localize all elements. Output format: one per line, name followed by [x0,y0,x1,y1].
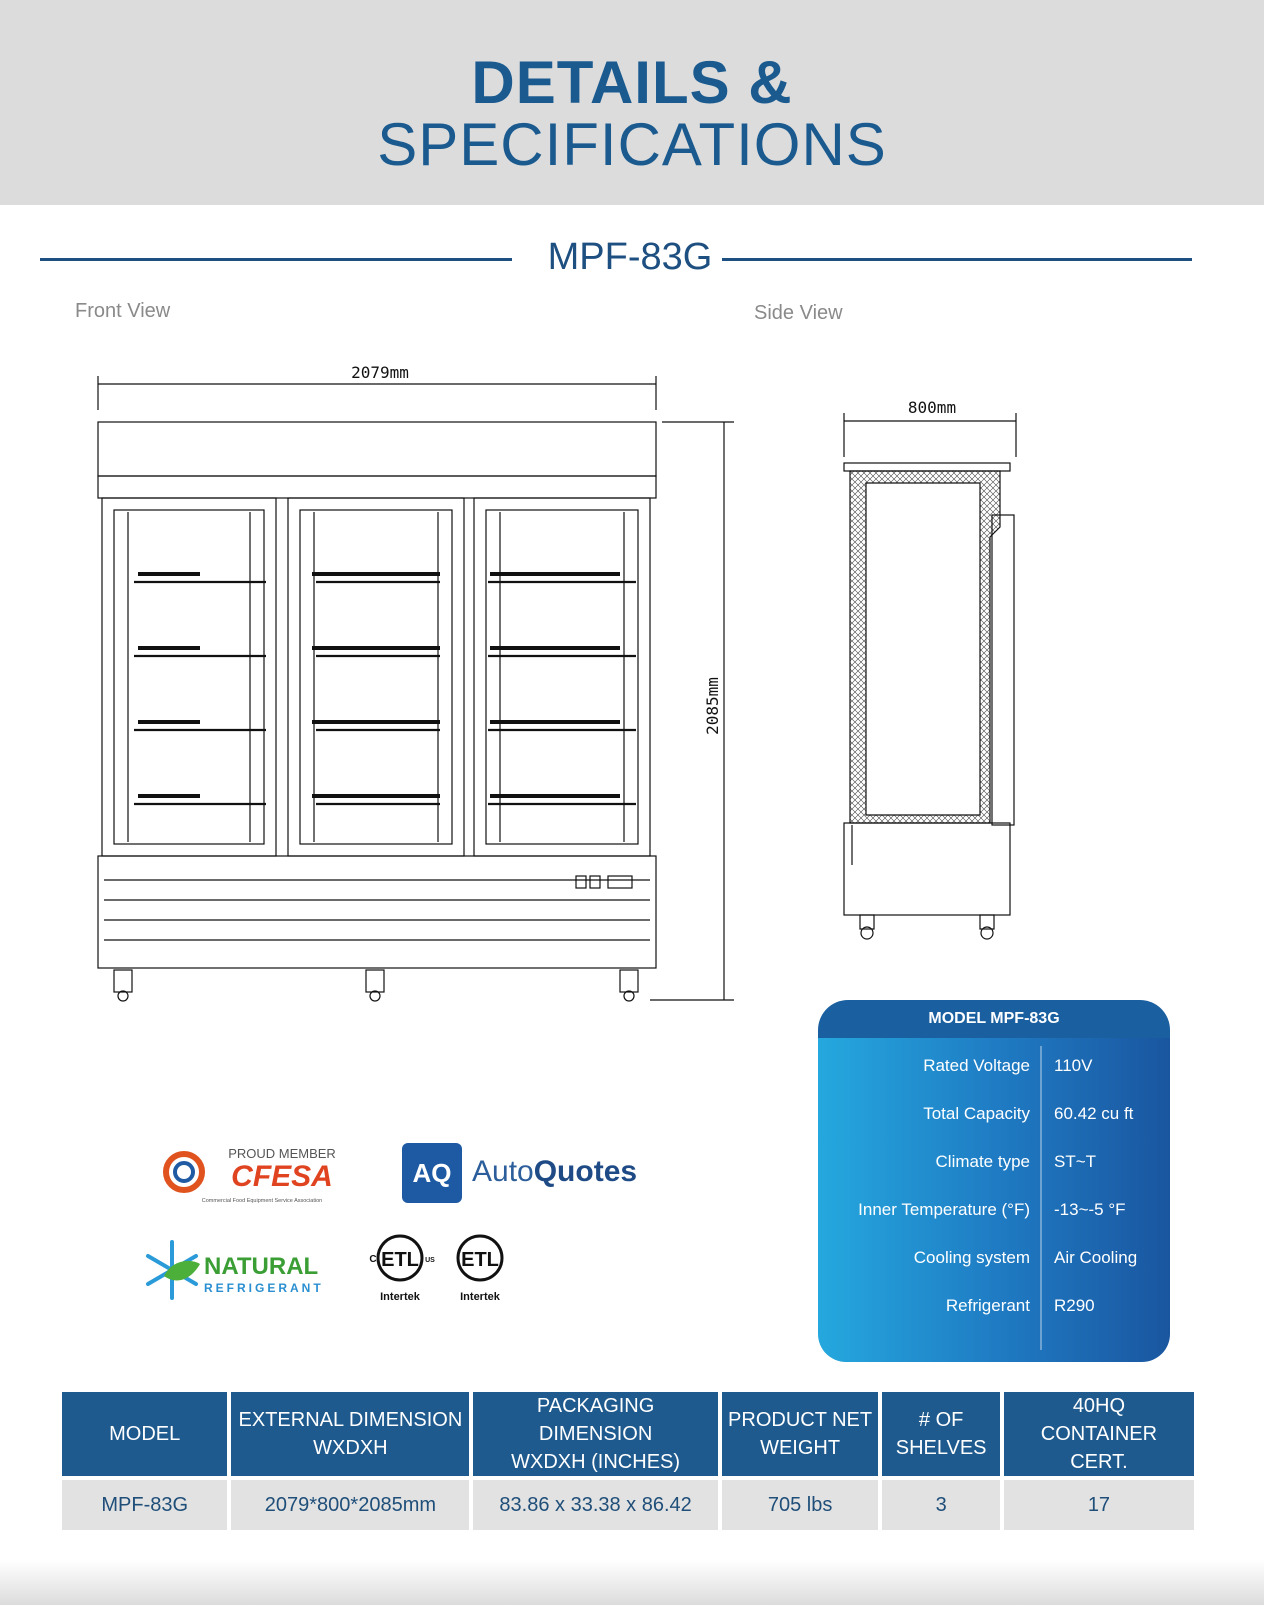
table-header-row [62,1392,1194,1476]
side-view-drawing [840,395,1040,955]
front-height-label: 2085mm [703,677,722,735]
col-header-container-cert [1004,1392,1194,1476]
col-header-shelves [882,1392,1000,1476]
aq-wordmark [472,1155,637,1189]
spec-value: 60.42 cu ft [1054,1104,1134,1123]
spec-value: R290 [1054,1296,1095,1315]
front-view-label: Front View [75,300,171,322]
spec-row-cooling [818,1248,1170,1278]
spec-value: 110V [1054,1056,1093,1075]
spec-row-capacity [818,1104,1170,1134]
etl-listed-mark [450,1232,510,1306]
cell-external-dimension: 2079*800*2085mm [231,1480,469,1530]
title-rule-left [40,258,512,261]
cell-model: MPF-83G [62,1480,227,1530]
header-line: WXDXH (INCHES) [511,1451,681,1473]
cfesa-top-text: PROUD MEMBER [228,1146,336,1161]
header-line: SHELVES [895,1437,987,1459]
cell-net-weight: 705 lbs [722,1480,879,1530]
cfesa-tagline: Commercial Food Equipment Service Association [201,1198,323,1204]
etl1-c: C [369,1254,377,1265]
header-line: CONTAINER CERT. [1040,1423,1158,1473]
front-view-drawing [90,360,740,1010]
cell-packaging-dimension: 83.86 x 33.38 x 86.42 [473,1480,717,1530]
col-header-external-dimension [231,1392,469,1476]
spec-label: Climate type [935,1152,1030,1171]
etl1-mark: ETL [381,1249,419,1271]
front-width-label: 2079mm [351,363,409,382]
spec-value: -13~-5 °F [1054,1200,1126,1219]
header-line: PACKAGING DIMENSION [536,1395,655,1445]
header-line: 40HQ [1072,1395,1126,1417]
natural-line1: NATURAL [204,1253,319,1280]
page-title-line2: SPECIFICATIONS [377,111,887,178]
spec-row-temperature [818,1200,1170,1230]
spec-label: Inner Temperature (°F) [858,1200,1030,1219]
spec-value: Air Cooling [1054,1248,1138,1267]
footer-band [0,1560,1264,1605]
spec-card-body [818,1038,1170,1362]
etl1-sub: Intertek [380,1291,420,1303]
table-row [62,1480,1194,1530]
cfesa-main-text: CFESA [231,1160,333,1193]
spec-label: Refrigerant [945,1296,1030,1315]
model-title: MPF-83G [547,236,713,278]
spec-row-refrigerant [818,1296,1170,1326]
spec-label: Rated Voltage [923,1056,1030,1075]
header-line: EXTERNAL DIMENSION [238,1409,463,1431]
specs-table [58,1388,1198,1534]
col-header-model [62,1392,227,1476]
col-header-net-weight [722,1392,879,1476]
aq-text-light: Auto [472,1155,534,1188]
spec-card-heading: MODEL MPF-83G [818,1000,1170,1038]
cell-shelves: 3 [882,1480,1000,1530]
title-rule-right [722,258,1192,261]
etl1-us: US [425,1257,435,1264]
cfesa-logo [162,1140,362,1208]
natural-refrigerant-logo [142,1236,352,1302]
header-line: # OF [918,1409,964,1431]
spec-row-climate [818,1152,1170,1182]
autoquotes-logo [402,1143,662,1207]
side-depth-label: 800mm [907,398,957,417]
col-header-packaging-dimension [473,1392,717,1476]
spec-card [818,1000,1170,1362]
etl2-mark: ETL [461,1249,499,1271]
page-title-line1: DETAILS & [471,49,793,116]
spec-label: Total Capacity [923,1104,1030,1123]
side-view-label: Side View [754,302,843,324]
header-line: MODEL [109,1423,181,1445]
etl-listed-mark-c-us [364,1232,436,1306]
spec-label: Cooling system [913,1248,1030,1267]
aq-text-bold: Quotes [533,1155,638,1188]
spec-value: ST~T [1054,1152,1097,1171]
natural-line2: REFRIGERANT [204,1281,324,1295]
header-line: WEIGHT [760,1437,841,1459]
header-line: WXDXH [313,1437,388,1459]
cell-container-cert: 17 [1004,1480,1194,1530]
aq-badge: AQ [402,1143,462,1203]
spec-row-voltage [818,1056,1170,1086]
header-line: PRODUCT NET [728,1409,873,1431]
header-band [0,0,1264,205]
etl2-sub: Intertek [460,1291,500,1303]
